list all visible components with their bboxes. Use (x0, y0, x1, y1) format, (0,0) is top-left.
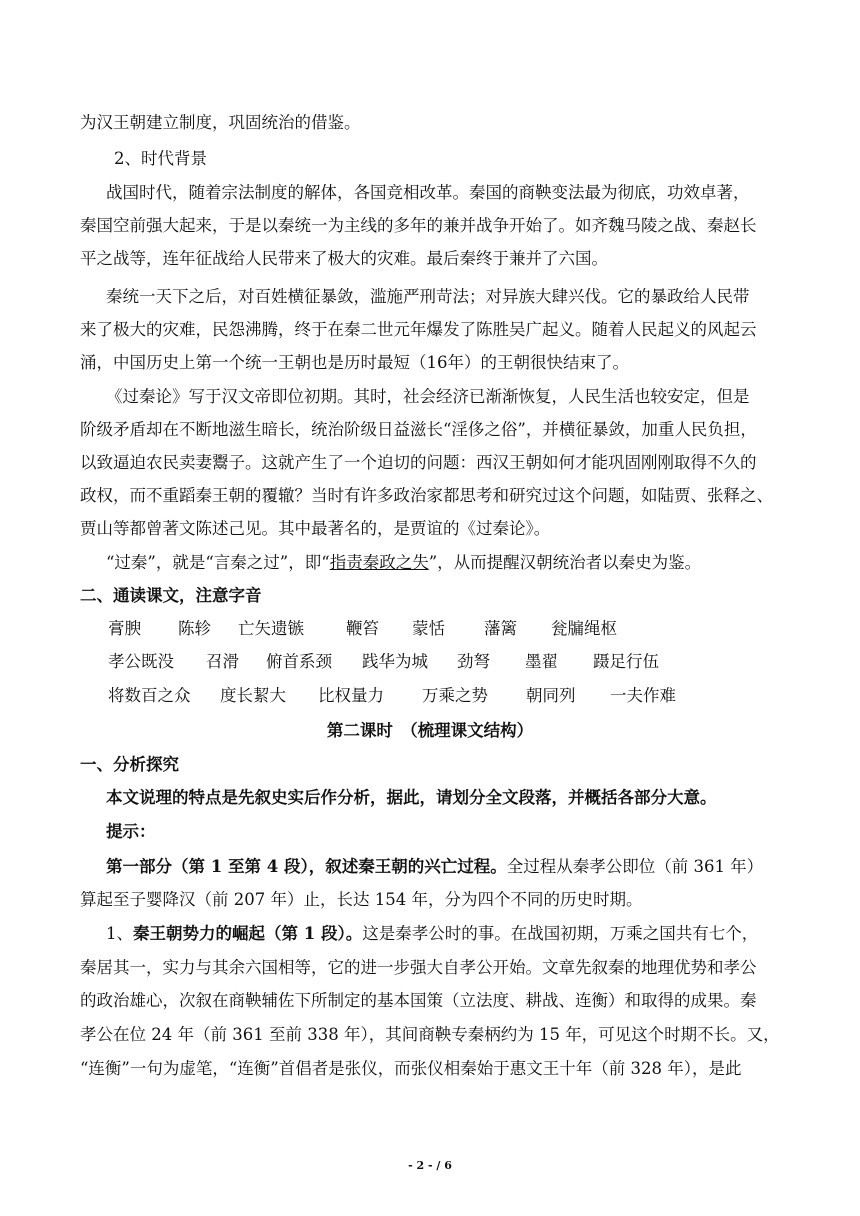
word-item: 鞭笞 (346, 619, 379, 638)
word-item: 朝同列 (526, 686, 576, 705)
word-row (108, 619, 668, 641)
paragraph-line: 《过秦论》写于汉文帝即位初期。其时，社会经济已渐渐恢复，人民生活也较安定，但是 (106, 387, 750, 406)
word-item: 亡矢遗镞 (238, 619, 304, 638)
word-item: 俯首系颈 (266, 652, 332, 671)
word-item: 膏腴 (108, 619, 141, 638)
word-item: 度长絜大 (220, 686, 286, 705)
paragraph-line: 以致逼迫农民卖妻鬻子。这就产生了一个迫切的问题：西汉王朝如何才能巩固刚刚取得不久的 (80, 453, 757, 472)
section-heading: 二、通读课文，注意字音 (80, 586, 262, 605)
paragraph-line: 政权，而不重蹈秦王朝的覆辙？当时有许多政治家都思考和研究过这个问题，如陆贾、张释之、 (80, 486, 773, 505)
word-item: 孝公既没 (108, 652, 174, 671)
paragraph-line: 为汉王朝建立制度，巩固统治的借鉴。 (80, 113, 361, 132)
word-item: 召滑 (206, 652, 239, 671)
part1-line (106, 857, 806, 877)
rise-bold: 秦王朝势力的崛起（第 1 段）。 (133, 924, 363, 943)
word-item: 蹑足行伍 (593, 652, 659, 671)
paragraph-line: 算起至子婴降汉（前 207 年）止，长达 154 年，分为四个不同的历史时期。 (80, 890, 643, 909)
paragraph-line: 来了极大的灾难，民怨沸腾，终于在秦二世元年爆发了陈胜吴广起义。随着人民起义的风起云 (80, 320, 757, 339)
subheading-background: 2、时代背景 (114, 149, 207, 168)
paragraph-line: 平之战等，连年征战给人民带来了极大的灾难。最后秦终于兼并了六国。 (80, 249, 608, 268)
paragraph-line: 贾山等都曾著文陈述己见。其中最著名的，是贾谊的《过秦论》。 (80, 519, 551, 538)
hint-label: 提示： (106, 822, 156, 841)
paragraph-line: 涌，中国历史上第一个统一王朝也是历时最短（16年）的王朝很快结束了。 (80, 353, 629, 372)
word-row (108, 652, 688, 674)
word-item: 藩篱 (484, 619, 517, 638)
guoqin-post: ”，从而提醒汉朝统治者以秦史为鉴。 (428, 553, 702, 572)
paragraph-line: 孝公在位 24 年（前 361 至前 338 年），其间商鞅专秦柄约为 15 年，可见这个时期不长。又， (80, 1025, 780, 1044)
rise-rest: 这是秦孝公时的事。在战国初期，万乘之国共有七个， (362, 924, 759, 943)
word-item: 将数百之众 (108, 686, 191, 705)
paragraph-line: 战国时代，随着宗法制度的解体，各国竞相改革。秦国的商鞅变法最为彻底，功效卓著， (106, 183, 750, 202)
word-item: 比权量力 (318, 686, 384, 705)
task-text: 本文说理的特点是先叙史实后作分析，据此，请划分全文段落，并概括各部分大意。 (106, 788, 717, 807)
paragraph-line: “连衡”一句为虚笔，“连衡”首倡者是张仪，而张仪相秦始于惠文王十年（前 328 年），是此 (80, 1059, 742, 1078)
word-item: 陈轸 (178, 619, 211, 638)
section-heading: 一、分析探究 (80, 755, 179, 774)
paragraph-line: 秦居其一，实力与其余六国相等，它的进一步强大自孝公开始。文章先叙秦的地理优势和孝公 (80, 958, 757, 977)
guoqin-underlined: 指责秦政之失 (329, 553, 429, 572)
paragraph-line: 秦统一天下之后，对百姓横征暴敛，滥施严刑苛法；对异族大肆兴伐。它的暴政给人民带 (106, 287, 750, 306)
paragraph-line: 的政治雄心，次叙在商鞅辅佐下所制定的基本国策（立法度、耕战、连衡）和取得的成果。秦 (80, 991, 757, 1010)
part1-bold: 第一部分（第 1 至第 4 段），叙述秦王朝的兴亡过程。 (106, 857, 507, 876)
paragraph-line: 阶级矛盾却在不断地滋生暗长，统治阶级日益滋长“淫侈之俗”，并横征暴敛，加重人民负担， (80, 420, 757, 439)
rise-num: 1、 (106, 924, 133, 943)
word-item: 一夫作难 (610, 686, 676, 705)
guoqin-pre: “过秦”，就是“言秦之过”，即“ (106, 553, 330, 572)
word-row (108, 686, 708, 708)
word-item: 墨翟 (525, 652, 558, 671)
part1-rest: 全过程从秦孝公即位（前 361 年） (506, 857, 764, 876)
word-item: 践华为城 (362, 652, 428, 671)
paragraph-line: 秦国空前强大起来，于是以秦统一为主线的多年的兼并战争开始了。如齐魏马陵之战、秦赵长 (80, 216, 757, 235)
word-item: 蒙恬 (412, 619, 445, 638)
word-item: 劲弩 (457, 652, 490, 671)
lesson-title: 第二课时 （梳理课文结构） (326, 721, 534, 740)
page-number: - 2 - / 6 (408, 1159, 452, 1172)
rise-line (106, 924, 806, 944)
guoqin-definition (106, 553, 806, 573)
word-item: 瓮牖绳枢 (551, 619, 617, 638)
word-item: 万乘之势 (422, 686, 488, 705)
